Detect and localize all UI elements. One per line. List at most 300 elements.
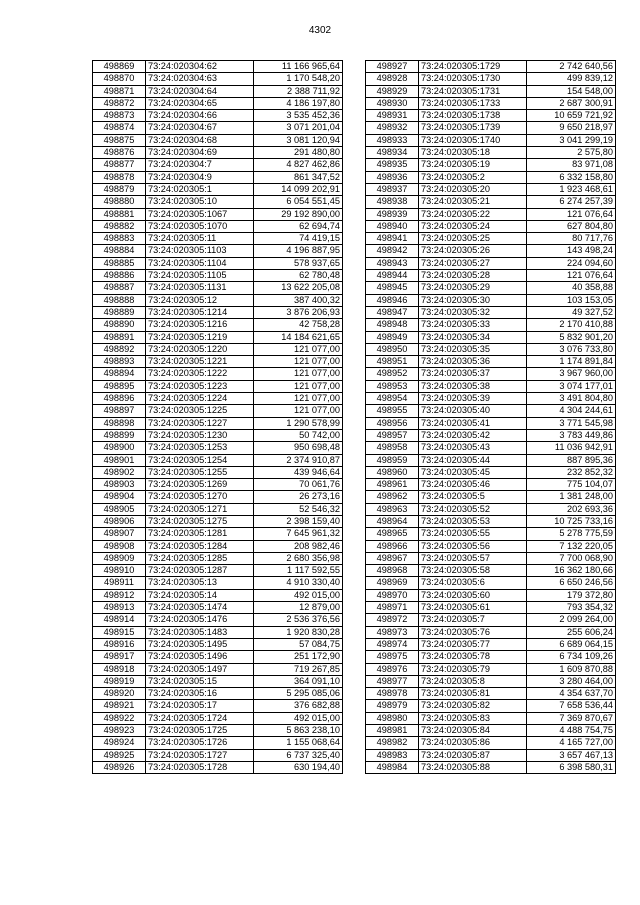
row-number-cell: 498961 bbox=[366, 479, 419, 491]
cadastral-value-cell: 578 937,65 bbox=[254, 257, 343, 269]
cadastral-value-cell: 5 832 901,20 bbox=[527, 331, 616, 343]
cadastral-value-cell: 1 170 548,20 bbox=[254, 73, 343, 85]
cadastral-number-cell: 73:24:020305:22 bbox=[419, 208, 527, 220]
table-row bbox=[93, 196, 343, 208]
cadastral-value-cell: 14 099 202,91 bbox=[254, 183, 343, 195]
table-row bbox=[93, 220, 343, 232]
cadastral-value-cell: 14 184 621,65 bbox=[254, 331, 343, 343]
cadastral-value-cell: 12 879,00 bbox=[254, 602, 343, 614]
row-number-cell: 498880 bbox=[93, 196, 146, 208]
cadastral-number-cell: 73:24:020305:77 bbox=[419, 638, 527, 650]
row-number-cell: 498895 bbox=[93, 380, 146, 392]
table-row bbox=[93, 97, 343, 109]
cadastral-value-cell: 4 910 330,40 bbox=[254, 577, 343, 589]
cadastral-number-cell: 73:24:020305:53 bbox=[419, 515, 527, 527]
table-row bbox=[93, 651, 343, 663]
row-number-cell: 498876 bbox=[93, 147, 146, 159]
row-number-cell: 498881 bbox=[93, 208, 146, 220]
row-number-cell: 498891 bbox=[93, 331, 146, 343]
row-number-cell: 498941 bbox=[366, 233, 419, 245]
cadastral-number-cell: 73:24:020305:12 bbox=[146, 294, 254, 306]
row-number-cell: 498956 bbox=[366, 417, 419, 429]
table-row bbox=[93, 85, 343, 97]
table-row bbox=[93, 638, 343, 650]
cadastral-value-cell: 3 657 467,13 bbox=[527, 749, 616, 761]
cadastral-value-cell: 121 077,00 bbox=[254, 343, 343, 355]
cadastral-number-cell: 73:24:020305:26 bbox=[419, 245, 527, 257]
cadastral-number-cell: 73:24:020305:18 bbox=[419, 147, 527, 159]
table-row bbox=[366, 393, 616, 405]
table-row bbox=[93, 749, 343, 761]
cadastral-number-cell: 73:24:020305:56 bbox=[419, 540, 527, 552]
table-row bbox=[93, 110, 343, 122]
cadastral-number-cell: 73:24:020305:1221 bbox=[146, 356, 254, 368]
table-row bbox=[93, 700, 343, 712]
cadastral-number-cell: 73:24:020305:57 bbox=[419, 552, 527, 564]
cadastral-value-cell: 887 895,36 bbox=[527, 454, 616, 466]
table-row bbox=[366, 454, 616, 466]
cadastral-number-cell: 73:24:020304:67 bbox=[146, 122, 254, 134]
cadastral-number-cell: 73:24:020305:5 bbox=[419, 491, 527, 503]
row-number-cell: 498952 bbox=[366, 368, 419, 380]
row-number-cell: 498930 bbox=[366, 97, 419, 109]
cadastral-value-cell: 3 081 120,94 bbox=[254, 134, 343, 146]
row-number-cell: 498978 bbox=[366, 688, 419, 700]
cadastral-value-cell: 57 084,75 bbox=[254, 638, 343, 650]
cadastral-value-cell: 3 876 206,93 bbox=[254, 306, 343, 318]
table-row bbox=[93, 479, 343, 491]
cadastral-value-cell: 2 374 910,87 bbox=[254, 454, 343, 466]
cadastral-value-cell: 4 304 244,61 bbox=[527, 405, 616, 417]
row-number-cell: 498913 bbox=[93, 602, 146, 614]
table-row bbox=[93, 147, 343, 159]
cadastral-value-cell: 3 771 545,98 bbox=[527, 417, 616, 429]
cadastral-value-cell: 6 054 551,45 bbox=[254, 196, 343, 208]
table-row bbox=[366, 417, 616, 429]
cadastral-number-cell: 73:24:020305:1270 bbox=[146, 491, 254, 503]
cadastral-number-cell: 73:24:020305:45 bbox=[419, 466, 527, 478]
cadastral-number-cell: 73:24:020305:86 bbox=[419, 737, 527, 749]
cadastral-number-cell: 73:24:020305:6 bbox=[419, 577, 527, 589]
cadastral-number-cell: 73:24:020305:52 bbox=[419, 503, 527, 515]
row-number-cell: 498940 bbox=[366, 220, 419, 232]
cadastral-value-cell: 1 609 870,88 bbox=[527, 663, 616, 675]
table-row bbox=[366, 331, 616, 343]
table-row bbox=[366, 503, 616, 515]
cadastral-value-cell: 1 174 891,84 bbox=[527, 356, 616, 368]
row-number-cell: 498893 bbox=[93, 356, 146, 368]
row-number-cell: 498975 bbox=[366, 651, 419, 663]
table-row bbox=[366, 491, 616, 503]
row-number-cell: 498919 bbox=[93, 675, 146, 687]
cadastral-number-cell: 73:24:020305:1230 bbox=[146, 429, 254, 441]
table-row bbox=[93, 319, 343, 331]
table-row bbox=[93, 761, 343, 773]
row-number-cell: 498943 bbox=[366, 257, 419, 269]
table-row bbox=[366, 319, 616, 331]
table-row bbox=[366, 380, 616, 392]
table-row bbox=[366, 515, 616, 527]
cadastral-value-cell: 1 923 468,61 bbox=[527, 183, 616, 195]
cadastral-value-cell: 6 689 064,15 bbox=[527, 638, 616, 650]
table-row bbox=[93, 712, 343, 724]
row-number-cell: 498984 bbox=[366, 761, 419, 773]
row-number-cell: 498900 bbox=[93, 442, 146, 454]
row-number-cell: 498964 bbox=[366, 515, 419, 527]
table-row bbox=[366, 368, 616, 380]
cadastral-value-cell: 70 061,76 bbox=[254, 479, 343, 491]
row-number-cell: 498899 bbox=[93, 429, 146, 441]
table-row bbox=[93, 282, 343, 294]
table-row bbox=[366, 700, 616, 712]
cadastral-number-cell: 73:24:020305:7 bbox=[419, 614, 527, 626]
cadastral-number-cell: 73:24:020305:1220 bbox=[146, 343, 254, 355]
cadastral-number-cell: 73:24:020305:1497 bbox=[146, 663, 254, 675]
cadastral-value-cell: 3 967 960,00 bbox=[527, 368, 616, 380]
table-row bbox=[366, 306, 616, 318]
cadastral-number-cell: 73:24:020305:34 bbox=[419, 331, 527, 343]
row-number-cell: 498887 bbox=[93, 282, 146, 294]
table-row bbox=[93, 331, 343, 343]
cadastral-value-cell: 3 071 201,04 bbox=[254, 122, 343, 134]
cadastral-value-cell: 376 682,88 bbox=[254, 700, 343, 712]
table-row bbox=[366, 528, 616, 540]
row-number-cell: 498910 bbox=[93, 565, 146, 577]
cadastral-value-cell: 291 480,80 bbox=[254, 147, 343, 159]
cadastral-value-cell: 154 548,00 bbox=[527, 85, 616, 97]
cadastral-value-cell: 2 536 376,56 bbox=[254, 614, 343, 626]
row-number-cell: 498953 bbox=[366, 380, 419, 392]
row-number-cell: 498937 bbox=[366, 183, 419, 195]
table-row bbox=[366, 688, 616, 700]
row-number-cell: 498917 bbox=[93, 651, 146, 663]
row-number-cell: 498966 bbox=[366, 540, 419, 552]
table-row bbox=[93, 515, 343, 527]
row-number-cell: 498949 bbox=[366, 331, 419, 343]
cadastral-value-cell: 492 015,00 bbox=[254, 712, 343, 724]
table-row bbox=[366, 208, 616, 220]
table-row bbox=[366, 577, 616, 589]
row-number-cell: 498872 bbox=[93, 97, 146, 109]
cadastral-value-cell: 74 419,15 bbox=[254, 233, 343, 245]
cadastral-number-cell: 73:24:020305:1483 bbox=[146, 626, 254, 638]
cadastral-number-cell: 73:24:020305:8 bbox=[419, 675, 527, 687]
row-number-cell: 498931 bbox=[366, 110, 419, 122]
row-number-cell: 498970 bbox=[366, 589, 419, 601]
table-row bbox=[366, 73, 616, 85]
table-row bbox=[366, 270, 616, 282]
cadastral-number-cell: 73:24:020305:1103 bbox=[146, 245, 254, 257]
table-row bbox=[93, 503, 343, 515]
row-number-cell: 498911 bbox=[93, 577, 146, 589]
table-row bbox=[366, 159, 616, 171]
row-number-cell: 498950 bbox=[366, 343, 419, 355]
cadastral-number-cell: 73:24:020305:1496 bbox=[146, 651, 254, 663]
table-row bbox=[93, 405, 343, 417]
row-number-cell: 498977 bbox=[366, 675, 419, 687]
table-row bbox=[366, 725, 616, 737]
table-row bbox=[93, 159, 343, 171]
cadastral-value-cell: 80 717,76 bbox=[527, 233, 616, 245]
cadastral-number-cell: 73:24:020305:1733 bbox=[419, 97, 527, 109]
cadastral-value-cell: 3 280 464,00 bbox=[527, 675, 616, 687]
row-number-cell: 498963 bbox=[366, 503, 419, 515]
cadastral-value-cell: 9 650 218,97 bbox=[527, 122, 616, 134]
cadastral-number-cell: 73:24:020305:1131 bbox=[146, 282, 254, 294]
cadastral-number-cell: 73:24:020305:19 bbox=[419, 159, 527, 171]
row-number-cell: 498971 bbox=[366, 602, 419, 614]
row-number-cell: 498965 bbox=[366, 528, 419, 540]
table-row bbox=[366, 479, 616, 491]
cadastral-value-cell: 251 172,90 bbox=[254, 651, 343, 663]
cadastral-value-cell: 121 076,64 bbox=[527, 208, 616, 220]
row-number-cell: 498972 bbox=[366, 614, 419, 626]
cadastral-value-cell: 255 606,24 bbox=[527, 626, 616, 638]
table-row bbox=[366, 171, 616, 183]
row-number-cell: 498928 bbox=[366, 73, 419, 85]
cadastral-value-cell: 208 982,46 bbox=[254, 540, 343, 552]
row-number-cell: 498974 bbox=[366, 638, 419, 650]
cadastral-value-cell: 7 700 068,90 bbox=[527, 552, 616, 564]
cadastral-value-cell: 4 165 727,00 bbox=[527, 737, 616, 749]
cadastral-number-cell: 73:24:020304:9 bbox=[146, 171, 254, 183]
table-row bbox=[366, 343, 616, 355]
cadastral-number-cell: 73:24:020305:11 bbox=[146, 233, 254, 245]
row-number-cell: 498882 bbox=[93, 220, 146, 232]
row-number-cell: 498884 bbox=[93, 245, 146, 257]
table-row bbox=[366, 614, 616, 626]
table-row bbox=[93, 429, 343, 441]
cadastral-number-cell: 73:24:020305:81 bbox=[419, 688, 527, 700]
table-row bbox=[93, 688, 343, 700]
row-number-cell: 498916 bbox=[93, 638, 146, 650]
row-number-cell: 498912 bbox=[93, 589, 146, 601]
cadastral-number-cell: 73:24:020305:84 bbox=[419, 725, 527, 737]
cadastral-number-cell: 73:24:020305:14 bbox=[146, 589, 254, 601]
cadastral-number-cell: 73:24:020305:39 bbox=[419, 393, 527, 405]
cadastral-value-cell: 121 076,64 bbox=[527, 270, 616, 282]
table-row bbox=[93, 417, 343, 429]
cadastral-number-cell: 73:24:020304:69 bbox=[146, 147, 254, 159]
table-row bbox=[366, 442, 616, 454]
row-number-cell: 498904 bbox=[93, 491, 146, 503]
cadastral-number-cell: 73:24:020304:63 bbox=[146, 73, 254, 85]
cadastral-value-cell: 3 535 452,36 bbox=[254, 110, 343, 122]
cadastral-number-cell: 73:24:020305:1104 bbox=[146, 257, 254, 269]
cadastral-value-cell: 5 278 775,59 bbox=[527, 528, 616, 540]
table-row bbox=[93, 233, 343, 245]
cadastral-value-cell: 2 575,80 bbox=[527, 147, 616, 159]
cadastral-value-cell: 7 132 220,05 bbox=[527, 540, 616, 552]
table-row bbox=[366, 196, 616, 208]
cadastral-value-cell: 7 369 870,67 bbox=[527, 712, 616, 724]
row-number-cell: 498947 bbox=[366, 306, 419, 318]
table-row bbox=[93, 528, 343, 540]
table-row bbox=[366, 749, 616, 761]
cadastral-value-cell: 3 074 177,01 bbox=[527, 380, 616, 392]
cadastral-number-cell: 73:24:020305:1255 bbox=[146, 466, 254, 478]
cadastral-value-cell: 5 863 238,10 bbox=[254, 725, 343, 737]
table-row bbox=[93, 737, 343, 749]
row-number-cell: 498875 bbox=[93, 134, 146, 146]
row-number-cell: 498920 bbox=[93, 688, 146, 700]
row-number-cell: 498968 bbox=[366, 565, 419, 577]
row-number-cell: 498878 bbox=[93, 171, 146, 183]
cadastral-number-cell: 73:24:020305:79 bbox=[419, 663, 527, 675]
table-row bbox=[366, 712, 616, 724]
cadastral-value-cell: 3 076 733,80 bbox=[527, 343, 616, 355]
cadastral-number-cell: 73:24:020305:1227 bbox=[146, 417, 254, 429]
table-row bbox=[366, 356, 616, 368]
cadastral-value-cell: 62 780,48 bbox=[254, 270, 343, 282]
table-row bbox=[366, 626, 616, 638]
cadastral-value-cell: 4 186 197,80 bbox=[254, 97, 343, 109]
table-row bbox=[366, 589, 616, 601]
cadastral-value-cell: 1 381 248,00 bbox=[527, 491, 616, 503]
cadastral-number-cell: 73:24:020305:1271 bbox=[146, 503, 254, 515]
table-row bbox=[93, 270, 343, 282]
cadastral-number-cell: 73:24:020305:1216 bbox=[146, 319, 254, 331]
row-number-cell: 498926 bbox=[93, 761, 146, 773]
row-number-cell: 498935 bbox=[366, 159, 419, 171]
table-row bbox=[93, 577, 343, 589]
table-row bbox=[93, 257, 343, 269]
table-row bbox=[366, 552, 616, 564]
cadastral-number-cell: 73:24:020305:1728 bbox=[146, 761, 254, 773]
row-number-cell: 498906 bbox=[93, 515, 146, 527]
cadastral-value-cell: 861 347,52 bbox=[254, 171, 343, 183]
cadastral-value-cell: 143 498,24 bbox=[527, 245, 616, 257]
cadastral-number-cell: 73:24:020305:1495 bbox=[146, 638, 254, 650]
row-number-cell: 498879 bbox=[93, 183, 146, 195]
table-row bbox=[93, 183, 343, 195]
table-row bbox=[93, 73, 343, 85]
cadastral-number-cell: 73:24:020305:15 bbox=[146, 675, 254, 687]
row-number-cell: 498945 bbox=[366, 282, 419, 294]
cadastral-number-cell: 73:24:020305:1281 bbox=[146, 528, 254, 540]
cadastral-value-cell: 4 354 637,70 bbox=[527, 688, 616, 700]
cadastral-number-cell: 73:24:020305:1214 bbox=[146, 306, 254, 318]
table-row bbox=[366, 183, 616, 195]
cadastral-number-cell: 73:24:020305:25 bbox=[419, 233, 527, 245]
row-number-cell: 498901 bbox=[93, 454, 146, 466]
cadastral-number-cell: 73:24:020305:1269 bbox=[146, 479, 254, 491]
cadastral-number-cell: 73:24:020305:38 bbox=[419, 380, 527, 392]
cadastral-number-cell: 73:24:020305:1284 bbox=[146, 540, 254, 552]
row-number-cell: 498918 bbox=[93, 663, 146, 675]
cadastral-value-cell: 62 694,74 bbox=[254, 220, 343, 232]
cadastral-value-cell: 2 742 640,56 bbox=[527, 61, 616, 73]
cadastral-number-cell: 73:24:020305:1476 bbox=[146, 614, 254, 626]
cadastral-number-cell: 73:24:020305:1223 bbox=[146, 380, 254, 392]
table-row bbox=[366, 110, 616, 122]
table-body bbox=[93, 61, 343, 774]
table-row bbox=[366, 294, 616, 306]
cadastral-number-cell: 73:24:020305:1474 bbox=[146, 602, 254, 614]
cadastral-number-cell: 73:24:020305:16 bbox=[146, 688, 254, 700]
row-number-cell: 498922 bbox=[93, 712, 146, 724]
cadastral-value-cell: 7 645 961,32 bbox=[254, 528, 343, 540]
table-row bbox=[366, 220, 616, 232]
row-number-cell: 498908 bbox=[93, 540, 146, 552]
cadastral-value-cell: 630 194,40 bbox=[254, 761, 343, 773]
cadastral-number-cell: 73:24:020305:41 bbox=[419, 417, 527, 429]
cadastral-number-cell: 73:24:020305:1740 bbox=[419, 134, 527, 146]
cadastral-number-cell: 73:24:020305:1738 bbox=[419, 110, 527, 122]
cadastral-value-cell: 1 155 068,64 bbox=[254, 737, 343, 749]
table-row bbox=[93, 552, 343, 564]
cadastral-value-cell: 7 658 536,44 bbox=[527, 700, 616, 712]
cadastral-value-cell: 83 971,08 bbox=[527, 159, 616, 171]
cadastral-value-cell: 103 153,05 bbox=[527, 294, 616, 306]
row-number-cell: 498983 bbox=[366, 749, 419, 761]
cadastral-value-cell: 4 827 462,86 bbox=[254, 159, 343, 171]
cadastral-number-cell: 73:24:020305:1275 bbox=[146, 515, 254, 527]
cadastral-number-cell: 73:24:020305:33 bbox=[419, 319, 527, 331]
table-row bbox=[93, 171, 343, 183]
row-number-cell: 498909 bbox=[93, 552, 146, 564]
cadastral-number-cell: 73:24:020305:83 bbox=[419, 712, 527, 724]
cadastral-number-cell: 73:24:020305:1254 bbox=[146, 454, 254, 466]
table-row bbox=[366, 257, 616, 269]
cadastral-value-cell: 2 170 410,88 bbox=[527, 319, 616, 331]
cadastral-number-cell: 73:24:020305:10 bbox=[146, 196, 254, 208]
cadastral-number-cell: 73:24:020305:1287 bbox=[146, 565, 254, 577]
cadastral-value-cell: 775 104,07 bbox=[527, 479, 616, 491]
row-number-cell: 498898 bbox=[93, 417, 146, 429]
row-number-cell: 498944 bbox=[366, 270, 419, 282]
cadastral-number-cell: 73:24:020305:1731 bbox=[419, 85, 527, 97]
cadastral-value-cell: 3 783 449,86 bbox=[527, 429, 616, 441]
row-number-cell: 498982 bbox=[366, 737, 419, 749]
table-row bbox=[93, 614, 343, 626]
table-row bbox=[366, 651, 616, 663]
cadastral-value-cell: 627 804,80 bbox=[527, 220, 616, 232]
cadastral-number-cell: 73:24:020304:65 bbox=[146, 97, 254, 109]
table-row bbox=[93, 380, 343, 392]
cadastral-number-cell: 73:24:020305:17 bbox=[146, 700, 254, 712]
row-number-cell: 498907 bbox=[93, 528, 146, 540]
cadastral-value-cell: 202 693,36 bbox=[527, 503, 616, 515]
cadastral-number-cell: 73:24:020305:43 bbox=[419, 442, 527, 454]
row-number-cell: 498933 bbox=[366, 134, 419, 146]
cadastral-value-cell: 50 742,00 bbox=[254, 429, 343, 441]
table-row bbox=[366, 565, 616, 577]
cadastral-number-cell: 73:24:020305:1070 bbox=[146, 220, 254, 232]
cadastral-number-cell: 73:24:020305:1724 bbox=[146, 712, 254, 724]
cadastral-number-cell: 73:24:020304:62 bbox=[146, 61, 254, 73]
table-row bbox=[93, 368, 343, 380]
row-number-cell: 498923 bbox=[93, 725, 146, 737]
table-row bbox=[366, 638, 616, 650]
row-number-cell: 498885 bbox=[93, 257, 146, 269]
cadastral-value-cell: 42 758,28 bbox=[254, 319, 343, 331]
cadastral-number-cell: 73:24:020305:21 bbox=[419, 196, 527, 208]
table-row bbox=[366, 122, 616, 134]
row-number-cell: 498976 bbox=[366, 663, 419, 675]
row-number-cell: 498957 bbox=[366, 429, 419, 441]
cadastral-number-cell: 73:24:020305:20 bbox=[419, 183, 527, 195]
cadastral-value-cell: 121 077,00 bbox=[254, 405, 343, 417]
cadastral-value-cell: 793 354,32 bbox=[527, 602, 616, 614]
cadastral-value-cell: 2 398 159,40 bbox=[254, 515, 343, 527]
table-row bbox=[93, 294, 343, 306]
cadastral-number-cell: 73:24:020305:44 bbox=[419, 454, 527, 466]
table-row bbox=[93, 393, 343, 405]
table-row bbox=[93, 491, 343, 503]
cadastral-value-cell: 2 687 300,91 bbox=[527, 97, 616, 109]
table-row bbox=[93, 589, 343, 601]
